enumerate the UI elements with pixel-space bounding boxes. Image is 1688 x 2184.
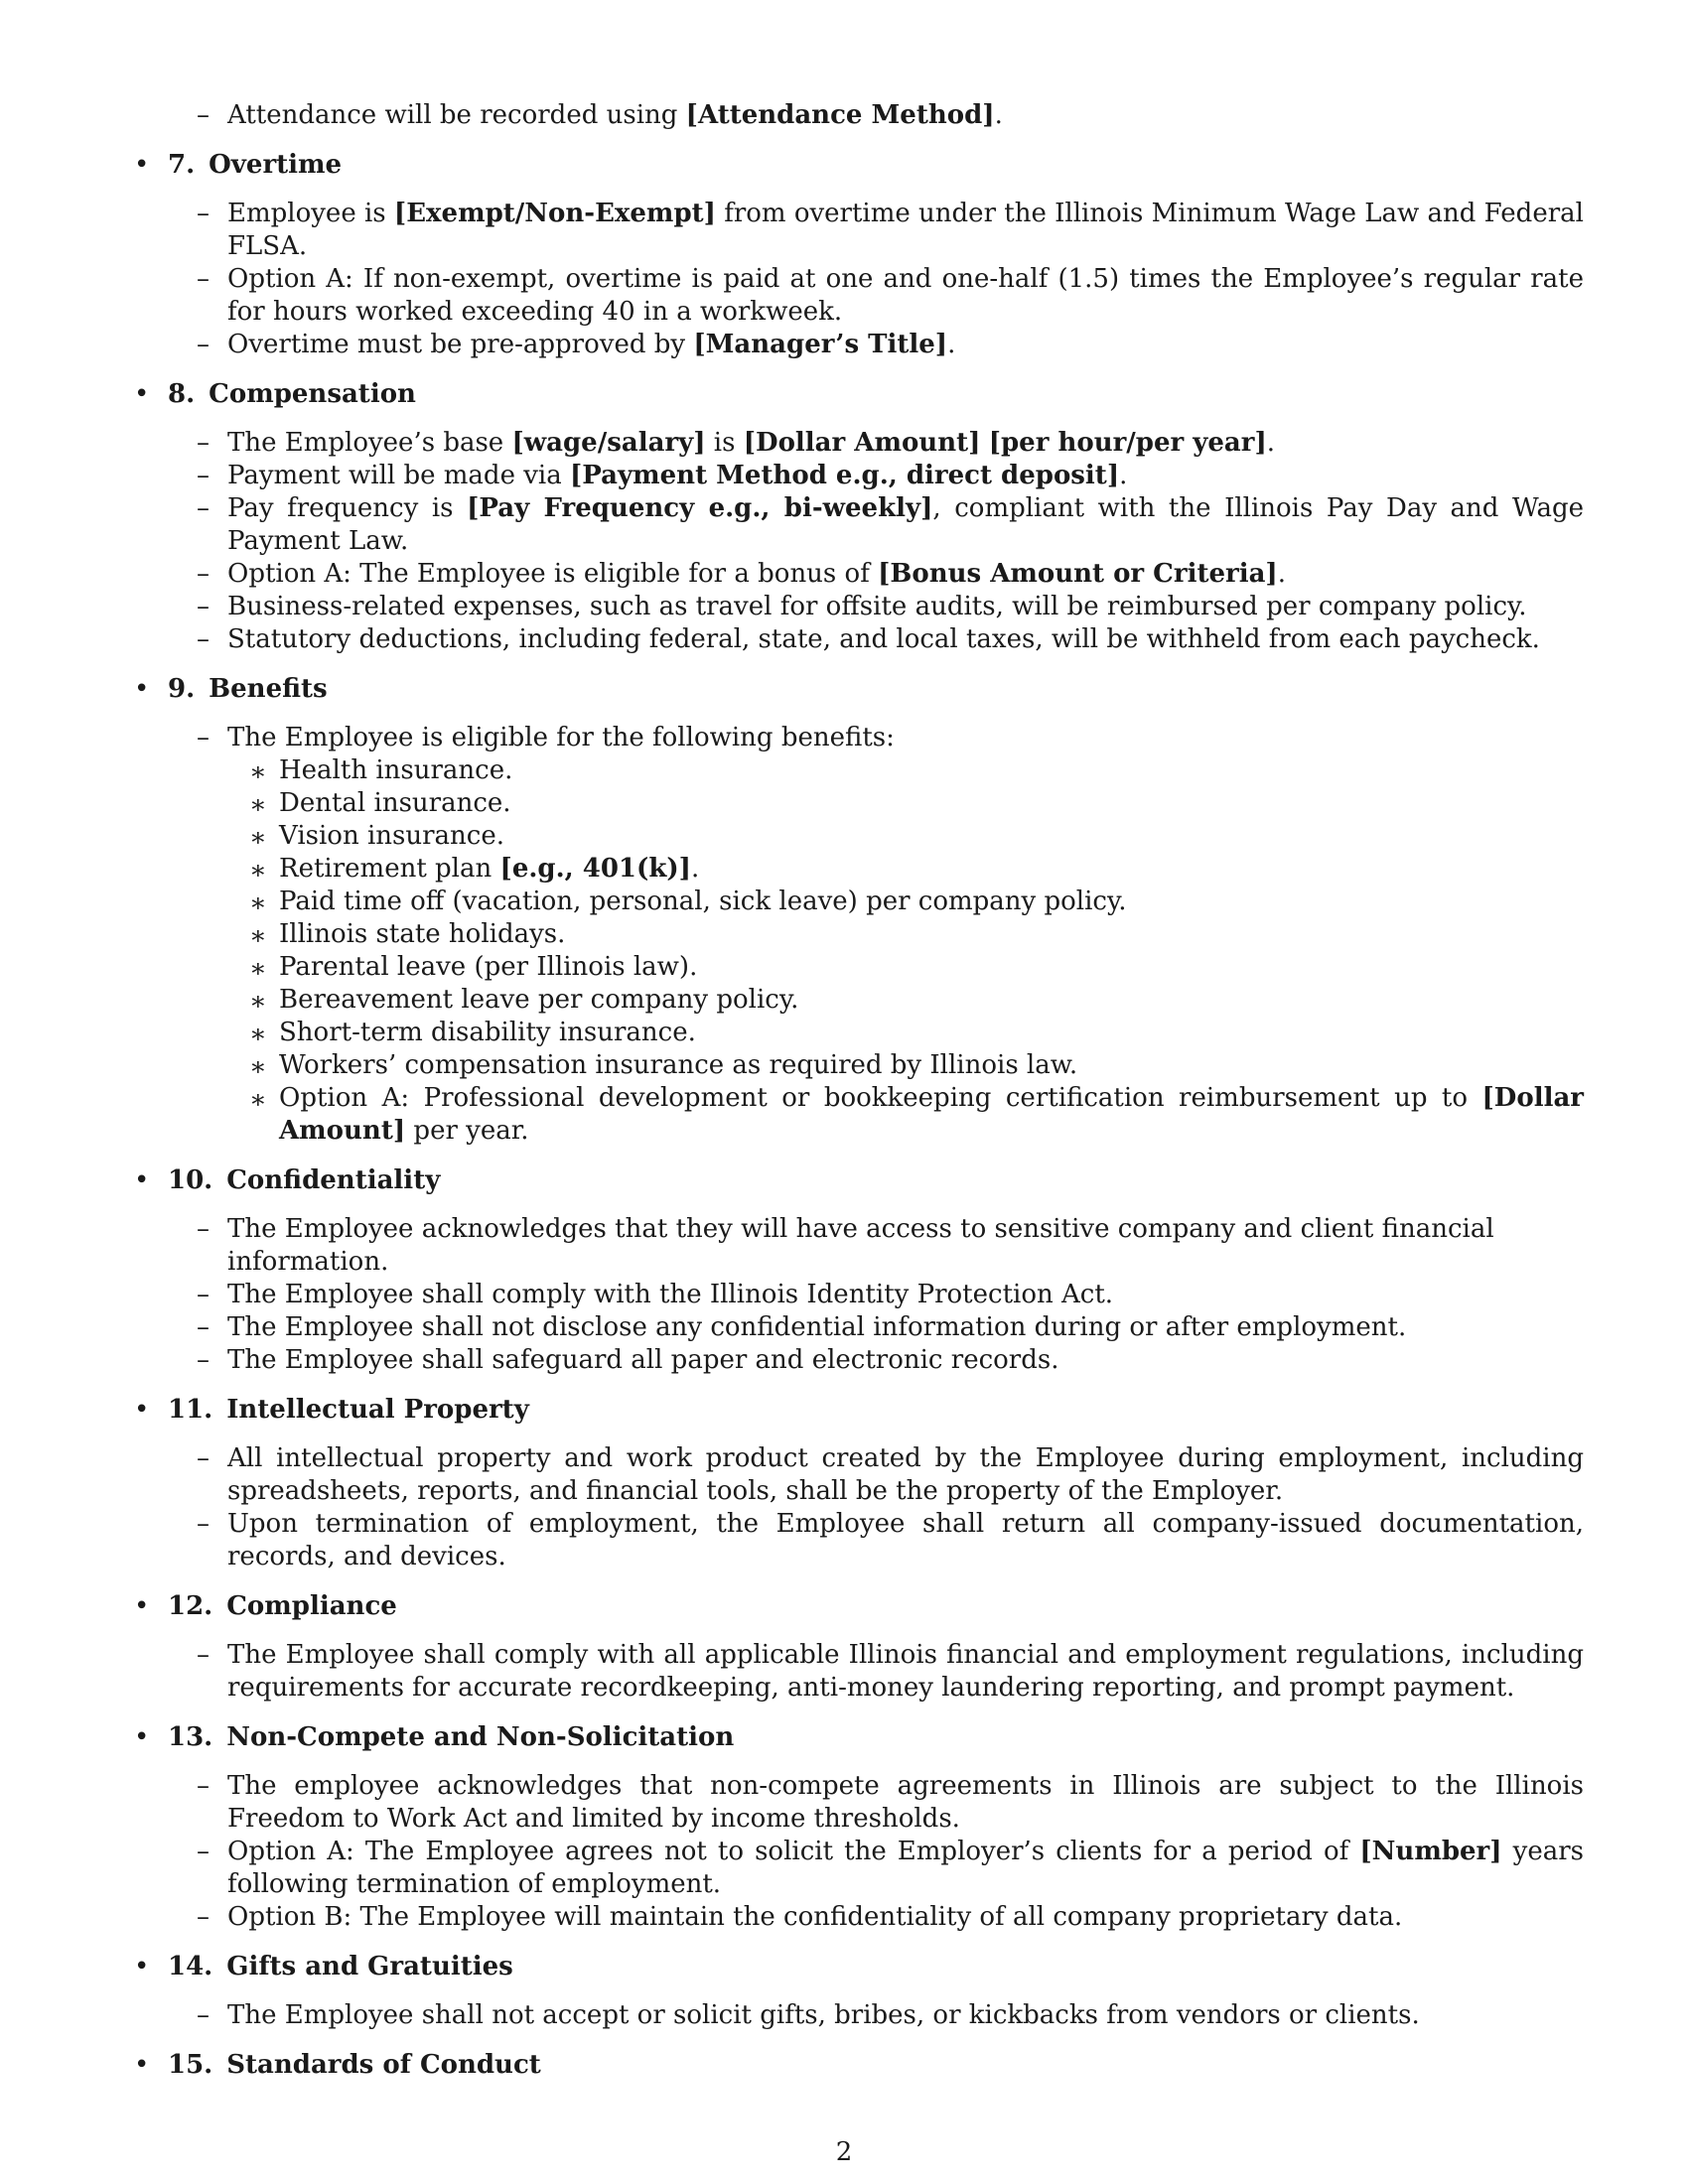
- section-heading-compliance: [134, 1590, 1584, 1623]
- benefit-item: ∗ Short-term disability insurance.: [249, 1018, 696, 1049]
- list-item: – The Employee is eligible for the following benefits:: [197, 723, 895, 752]
- benefit-item: ∗ Dental insurance.: [249, 788, 511, 820]
- placeholder-field: [Pay Frequency e.g., bi-weekly]: [467, 493, 933, 523]
- bullet-marker: •: [134, 1722, 150, 1752]
- star-marker: ∗: [249, 1085, 267, 1115]
- section-heading-confidentiality: [134, 1164, 1584, 1197]
- dash-marker: –: [197, 559, 210, 589]
- star-marker: ∗: [249, 856, 267, 886]
- section-title: Non-Compete and Non-Solicitation: [226, 1722, 735, 1752]
- list-item: – Statutory deductions, including federal, state, and local taxes, will be withheld from each paycheck.: [197, 624, 1540, 654]
- section-heading-compensation: [134, 378, 1584, 411]
- list-item: – Option B: The Employee will maintain the confidentiality of all company proprietary data.: [197, 1902, 1403, 1932]
- dash-marker: –: [197, 1837, 210, 1866]
- star-marker: ∗: [249, 757, 267, 787]
- dash-marker: –: [197, 1280, 210, 1309]
- placeholder-field: [per hour/per year]: [988, 428, 1267, 458]
- dash-marker: –: [197, 199, 210, 228]
- section-number: 15.: [168, 2050, 213, 2080]
- placeholder-field: [wage/salary]: [511, 428, 706, 458]
- document-body: [134, 99, 1584, 2098]
- star-marker: ∗: [249, 790, 267, 820]
- bullet-marker: •: [134, 150, 150, 180]
- list-item: – Employee is [Exempt/Non-Exempt] from overtime under the Illinois Minimum Wage Law and Federal FLSA.: [197, 199, 1584, 261]
- bullet-marker: •: [134, 1165, 150, 1195]
- benefit-item: ∗ Option A: Professional development or bookkeeping certification reimbursement up to [Dollar Amount] per year.: [249, 1083, 1584, 1146]
- dash-marker: –: [197, 624, 210, 654]
- section-heading-overtime: [134, 149, 1584, 182]
- dash-marker: –: [197, 1509, 210, 1539]
- list-item: – Option A: The Employee is eligible for a bonus of [Bonus Amount or Criteria].: [197, 559, 1286, 589]
- page-number: 2: [835, 2137, 853, 2167]
- section-title: Benefits: [209, 674, 328, 704]
- list-item: – All intellectual property and work product created by the Employee during employment, including spreadsheets, reports, and financial tools, shall be the property of the Employer.: [197, 1443, 1584, 1506]
- dash-marker: –: [197, 2000, 210, 2030]
- list-item: – Upon termination of employment, the Employee shall return all company-issued documentation, records, and devices.: [197, 1509, 1584, 1571]
- list-item: – The Employee shall safeguard all paper and electronic records.: [197, 1345, 1059, 1375]
- list-item: – The Employee’s base [wage/salary] is [Dollar Amount] [per hour/per year].: [197, 428, 1276, 458]
- dash-marker: –: [197, 723, 210, 752]
- star-marker: ∗: [249, 888, 267, 918]
- placeholder-field: [Dollar Amount]: [279, 1083, 1584, 1146]
- section-heading-intellectual-property: [134, 1394, 1584, 1427]
- section-number: 14.: [168, 1952, 213, 1981]
- dash-marker: –: [197, 1640, 210, 1670]
- benefit-item: ∗ Bereavement leave per company policy.: [249, 985, 799, 1017]
- placeholder-field: [Attendance Method]: [685, 100, 995, 130]
- dash-marker: –: [197, 493, 210, 523]
- section-heading-non-compete: [134, 1721, 1584, 1754]
- dash-marker: –: [197, 264, 210, 294]
- dash-marker: –: [197, 330, 210, 359]
- star-marker: ∗: [249, 987, 267, 1017]
- benefit-item: ∗ Parental leave (per Illinois law).: [249, 952, 698, 984]
- list-item: – Payment will be made via [Payment Method e.g., direct deposit].: [197, 461, 1128, 490]
- list-item: – The Employee acknowledges that they will have access to sensitive company and client financial information.: [197, 1214, 1494, 1277]
- section-title: Compensation: [209, 379, 416, 409]
- section-number: 12.: [168, 1591, 213, 1621]
- star-marker: ∗: [249, 1020, 267, 1049]
- list-item: – Option A: The Employee agrees not to solicit the Employer’s clients for a period of [Number] years following termination of employment.: [197, 1837, 1584, 1899]
- star-marker: ∗: [249, 1052, 267, 1082]
- list-item: – The Employee shall not accept or solicit gifts, bribes, or kickbacks from vendors or clients.: [197, 2000, 1420, 2030]
- star-marker: ∗: [249, 954, 267, 984]
- bullet-marker: •: [134, 2050, 150, 2080]
- placeholder-field: [Exempt/Non-Exempt]: [393, 199, 716, 228]
- list-item: – Overtime must be pre-approved by [Manager’s Title].: [197, 330, 956, 359]
- star-marker: ∗: [249, 921, 267, 951]
- dash-marker: –: [197, 1345, 210, 1375]
- list-item: – Option A: If non-exempt, overtime is paid at one and one-half (1.5) times the Employee’s regular rate for hours worked exceeding 40 in a workweek.: [197, 264, 1584, 327]
- dash-marker: –: [197, 1902, 210, 1932]
- list-item: – Business-related expenses, such as travel for offsite audits, will be reimbursed per company policy.: [197, 592, 1527, 621]
- section-heading-standards-of-conduct: [134, 2049, 1584, 2082]
- dash-marker: –: [197, 1443, 210, 1473]
- list-item: – Pay frequency is [Pay Frequency e.g., bi-weekly], compliant with the Illinois Pay Day and Wage Payment Law.: [197, 493, 1585, 556]
- bullet-marker: •: [134, 1952, 150, 1981]
- placeholder-field: [Number]: [1359, 1837, 1502, 1866]
- dash-marker: –: [197, 428, 210, 458]
- dash-marker: –: [197, 1214, 210, 1244]
- section-number: 9.: [168, 674, 196, 704]
- section-heading-benefits: [134, 673, 1584, 706]
- dash-marker: –: [197, 1771, 210, 1801]
- placeholder-field: [Manager’s Title]: [693, 330, 948, 359]
- bullet-marker: •: [134, 1395, 150, 1425]
- section-heading-gifts: [134, 1951, 1584, 1983]
- section-number: 13.: [168, 1722, 213, 1752]
- dash-marker: –: [197, 1312, 210, 1342]
- list-item: – The Employee shall comply with all applicable Illinois financial and employment regulations, including requirements for accurate recordkeeping, anti-money laundering reporting, and prompt payment.: [197, 1640, 1584, 1703]
- benefit-item: ∗ Retirement plan [e.g., 401(k)].: [249, 854, 700, 886]
- bullet-marker: •: [134, 379, 150, 409]
- bullet-marker: •: [134, 1591, 150, 1621]
- benefit-item: ∗ Health insurance.: [249, 755, 513, 787]
- section-title: Standards of Conduct: [226, 2050, 541, 2080]
- list-item: – The employee acknowledges that non-compete agreements in Illinois are subject to the Illinois Freedom to Work Act and limited by income thresholds.: [197, 1771, 1584, 1834]
- section-number: 7.: [168, 150, 196, 180]
- list-item: – Attendance will be recorded using [Attendance Method].: [197, 100, 1003, 130]
- section-number: 10.: [168, 1165, 213, 1195]
- section-number: 8.: [168, 379, 196, 409]
- benefit-item: ∗ Vision insurance.: [249, 821, 504, 853]
- placeholder-field: [e.g., 401(k)]: [499, 854, 691, 884]
- placeholder-field: [Bonus Amount or Criteria]: [878, 559, 1278, 589]
- section-title: Confidentiality: [226, 1165, 441, 1195]
- star-marker: ∗: [249, 823, 267, 853]
- dash-marker: –: [197, 592, 210, 621]
- section-title: Gifts and Gratuities: [226, 1952, 513, 1981]
- benefit-item: ∗ Illinois state holidays.: [249, 919, 566, 951]
- bullet-marker: •: [134, 674, 150, 704]
- list-item: – The Employee shall not disclose any confidential information during or after employment.: [197, 1312, 1407, 1342]
- section-title: Overtime: [209, 150, 343, 180]
- benefit-item: ∗ Paid time off (vacation, personal, sick leave) per company policy.: [249, 887, 1127, 918]
- section-title: Compliance: [226, 1591, 397, 1621]
- placeholder-field: [Dollar Amount]: [743, 428, 981, 458]
- section-title: Intellectual Property: [226, 1395, 529, 1425]
- dash-marker: –: [197, 461, 210, 490]
- benefit-item: ∗ Workers’ compensation insurance as required by Illinois law.: [249, 1050, 1078, 1082]
- section-number: 11.: [168, 1395, 213, 1425]
- list-item: – The Employee shall comply with the Illinois Identity Protection Act.: [197, 1280, 1114, 1309]
- dash-marker: –: [197, 100, 210, 130]
- placeholder-field: [Payment Method e.g., direct deposit]: [570, 461, 1120, 490]
